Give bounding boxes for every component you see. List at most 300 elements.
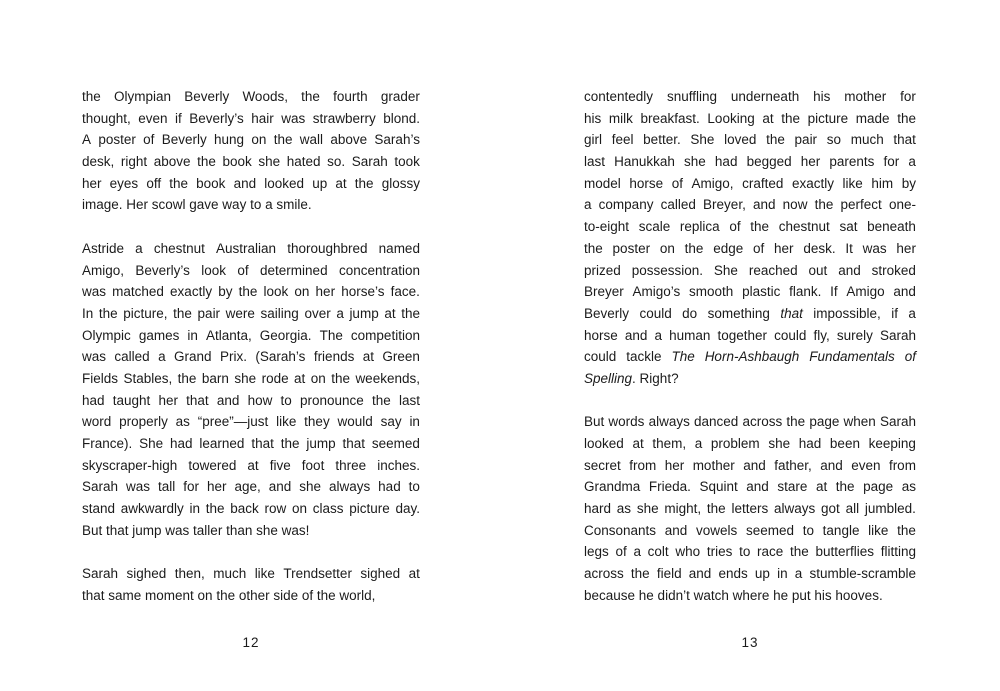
- word: model: [584, 175, 621, 191]
- text-line: [82, 585, 420, 607]
- word: if: [175, 110, 182, 126]
- word: right: [120, 154, 148, 170]
- text-line: [82, 260, 420, 282]
- word: to: [802, 522, 814, 538]
- word: his: [584, 110, 602, 126]
- word: had: [82, 392, 105, 408]
- word: Beverly: [161, 132, 207, 148]
- word: the: [897, 110, 916, 126]
- word: been: [829, 436, 860, 451]
- text-segment: image. Her scowl gave way to a smile.: [82, 197, 312, 213]
- word: she: [684, 154, 706, 170]
- word: even: [851, 457, 881, 473]
- word: horse’s: [341, 284, 385, 300]
- word: reached: [748, 262, 798, 278]
- word: Beverly’s: [135, 262, 190, 278]
- word: the: [331, 370, 350, 386]
- word: she: [258, 154, 281, 170]
- paragraph: [584, 411, 916, 606]
- text-line: [82, 368, 420, 390]
- word: scale: [638, 219, 671, 235]
- word: was: [126, 479, 151, 495]
- word: underneath: [730, 89, 800, 104]
- word: It: [845, 240, 853, 256]
- word: sighed: [360, 566, 401, 582]
- word: Beverly: [184, 89, 230, 104]
- word: snuffling: [666, 89, 717, 104]
- book-page-left-text: [82, 86, 420, 607]
- word: of: [729, 219, 741, 235]
- word: Georgia.: [259, 327, 312, 343]
- text-line: [584, 541, 916, 563]
- word: Sarah: [351, 154, 388, 170]
- word: grader: [380, 89, 420, 104]
- word: face.: [390, 284, 420, 300]
- word: by: [218, 284, 233, 300]
- paragraph: [584, 86, 916, 390]
- word: Amigo,: [82, 262, 125, 278]
- word: human: [669, 327, 711, 343]
- word: and: [893, 284, 916, 300]
- word: hair: [251, 110, 274, 126]
- word: words: [608, 414, 645, 430]
- word: at: [762, 110, 774, 126]
- text-line: [82, 303, 420, 325]
- word: would: [337, 414, 373, 430]
- text-line: [584, 585, 916, 607]
- word: thoroughbred: [287, 240, 368, 256]
- word: and: [820, 457, 843, 473]
- word: to: [739, 544, 751, 560]
- word: a: [654, 327, 663, 343]
- word: possession.: [631, 262, 703, 278]
- word: letters: [731, 501, 769, 517]
- word: hung: [214, 132, 245, 148]
- word: the: [684, 240, 704, 256]
- word: towered: [188, 457, 237, 473]
- text-line: [82, 520, 420, 542]
- word: page: [863, 479, 894, 495]
- word: exactly: [791, 175, 834, 191]
- word: age,: [234, 479, 261, 495]
- text-segment: that same moment on the other side of the world,: [82, 587, 376, 603]
- word: at: [815, 479, 828, 495]
- word: much: [213, 566, 247, 582]
- word: and: [746, 479, 769, 495]
- word: her: [664, 457, 685, 473]
- word: always: [328, 479, 371, 495]
- word: could: [774, 327, 807, 343]
- word: if: [891, 305, 898, 321]
- word: day.: [395, 501, 420, 517]
- text-line: [82, 108, 420, 130]
- word: the: [630, 566, 650, 582]
- word: to: [280, 392, 292, 408]
- word: a: [908, 154, 916, 170]
- text-line: [584, 129, 916, 151]
- word: the: [750, 219, 770, 235]
- word: Sarah: [82, 566, 119, 582]
- word: she: [768, 436, 791, 451]
- word: France).: [82, 436, 133, 451]
- word: vowels: [696, 522, 738, 538]
- word: the: [177, 370, 197, 386]
- word: them,: [652, 436, 687, 451]
- word: impossible,: [813, 305, 881, 321]
- text-line: [584, 411, 916, 433]
- word: three: [335, 457, 367, 473]
- word: feel: [611, 132, 634, 148]
- word: Olympian: [113, 89, 172, 104]
- paragraph: [82, 238, 420, 542]
- word: edge: [713, 240, 744, 256]
- word: eyes: [109, 175, 139, 191]
- word: last: [584, 154, 606, 170]
- word: and: [233, 175, 257, 191]
- word: tries: [706, 544, 733, 560]
- word: back: [230, 501, 259, 517]
- word: for: [883, 154, 900, 170]
- word: stand: [82, 501, 116, 517]
- word: the: [238, 284, 258, 300]
- word: that: [342, 436, 365, 451]
- text-line: [82, 173, 420, 195]
- word: a: [336, 305, 344, 321]
- word: on: [294, 284, 310, 300]
- word: mother: [844, 89, 887, 104]
- word: much: [850, 132, 884, 148]
- word: replica: [679, 219, 720, 235]
- word: seemed: [371, 436, 420, 451]
- word: across: [742, 414, 783, 430]
- word: the: [169, 175, 189, 191]
- text-segment: because he didn’t watch where he put his hooves.: [584, 587, 883, 603]
- word: hard: [584, 501, 612, 517]
- word: in: [777, 566, 788, 582]
- word: keeping: [868, 436, 916, 451]
- word: Amigo: [846, 284, 885, 300]
- italic-text-segment: Spelling: [584, 370, 633, 386]
- word: foot: [301, 457, 325, 473]
- word: Consonants: [584, 522, 657, 538]
- word: her: [206, 479, 227, 495]
- word: picture: [807, 110, 849, 126]
- word: now: [782, 197, 808, 213]
- word: horse: [584, 327, 618, 343]
- word: like: [842, 175, 863, 191]
- word: do: [682, 305, 698, 321]
- word: prized: [584, 262, 621, 278]
- word: like: [868, 522, 889, 538]
- word: book: [222, 154, 252, 170]
- text-line: [584, 476, 916, 498]
- word: field: [656, 566, 682, 582]
- word: Atlanta,: [205, 327, 252, 343]
- word: properly: [119, 414, 168, 430]
- word: something: [707, 305, 770, 321]
- word: skyscraper-high: [82, 457, 178, 473]
- word: problem: [710, 436, 760, 451]
- word: chestnut: [153, 240, 205, 256]
- word: like: [254, 566, 275, 582]
- word: say: [380, 414, 402, 430]
- word: The: [671, 349, 695, 365]
- word: how: [247, 392, 273, 408]
- word: Horn-Ashbaugh: [704, 349, 800, 365]
- word: of: [671, 175, 683, 191]
- word: jumbled.: [864, 501, 916, 517]
- word: the: [401, 305, 420, 321]
- word: Grandma: [584, 479, 641, 495]
- word: Breyer: [584, 284, 624, 300]
- word: were: [225, 305, 255, 321]
- word: always: [773, 501, 816, 517]
- word: Amigo’s: [632, 284, 681, 300]
- word: in: [189, 501, 201, 517]
- word: book: [196, 175, 226, 191]
- word: her: [896, 240, 916, 256]
- word: the: [205, 501, 225, 517]
- word: chestnut: [778, 219, 830, 235]
- word: poster: [98, 132, 136, 148]
- word: Woods,: [242, 89, 288, 104]
- text-line: [584, 260, 916, 282]
- word: named: [378, 240, 420, 256]
- text-line: [584, 433, 916, 455]
- text-line: [82, 455, 420, 477]
- word: Sarah: [82, 479, 119, 495]
- word: parents: [829, 154, 875, 170]
- word: Breyer,: [703, 197, 746, 213]
- text-line: [82, 476, 420, 498]
- word: word: [82, 414, 112, 430]
- word: that: [893, 132, 916, 148]
- word: from: [629, 457, 657, 473]
- word: that: [251, 436, 274, 451]
- word: seemed: [745, 522, 794, 538]
- word: blond.: [383, 110, 420, 126]
- word: at: [408, 566, 420, 582]
- word: the: [197, 154, 216, 170]
- word: jump: [306, 436, 336, 451]
- word: up: [754, 566, 770, 582]
- word: her: [774, 240, 794, 256]
- word: off: [146, 175, 162, 191]
- word: colt: [647, 544, 669, 560]
- word: awkwardly: [120, 501, 184, 517]
- word: stare: [777, 479, 808, 495]
- word: weekends,: [355, 370, 420, 386]
- word: his: [813, 89, 831, 104]
- word: danced: [694, 414, 739, 430]
- word: across: [584, 566, 624, 582]
- text-line: [82, 563, 420, 585]
- word: ends: [718, 566, 748, 582]
- word: The: [319, 327, 343, 343]
- word: Sarah’s: [374, 132, 420, 148]
- word: for: [183, 479, 199, 495]
- word: Squint: [699, 479, 738, 495]
- word: legs: [584, 544, 609, 560]
- word: competition: [350, 327, 420, 343]
- word: the: [706, 501, 726, 517]
- word: and: [216, 392, 240, 408]
- word: better.: [643, 132, 681, 148]
- word: of: [237, 262, 249, 278]
- word: a: [694, 436, 703, 451]
- word: of: [615, 544, 627, 560]
- text-line: [584, 563, 916, 585]
- word: and: [268, 479, 292, 495]
- word: the: [354, 175, 374, 191]
- word: glossy: [381, 175, 420, 191]
- word: a: [135, 240, 143, 256]
- word: for: [900, 89, 916, 104]
- word: thought,: [82, 110, 131, 126]
- word: matched: [112, 284, 164, 300]
- text-line: [584, 325, 916, 347]
- text-line: [82, 86, 420, 108]
- word: Olympic: [82, 327, 131, 343]
- word: of: [753, 240, 765, 256]
- word: like: [276, 414, 297, 430]
- word: mother: [692, 457, 735, 473]
- word: the: [372, 392, 391, 408]
- paragraph: [82, 563, 420, 606]
- word: Prix.: [219, 349, 247, 365]
- word: Frieda.: [648, 479, 691, 495]
- text-line: [82, 151, 420, 173]
- word: rode: [261, 370, 289, 386]
- word: surely: [836, 327, 873, 343]
- text-line: [584, 86, 916, 108]
- word: they: [304, 414, 330, 430]
- word: together: [717, 327, 768, 343]
- word: She: [713, 262, 738, 278]
- word: the: [98, 305, 118, 321]
- word: was: [281, 110, 306, 126]
- word: exactly: [170, 284, 213, 300]
- word: Hanukkah: [614, 154, 675, 170]
- word: and: [838, 262, 861, 278]
- word: jump: [349, 305, 379, 321]
- word: looked: [584, 436, 624, 451]
- word: and: [743, 457, 766, 473]
- word: sat: [839, 219, 858, 235]
- word: the: [897, 522, 916, 538]
- text-line: [82, 498, 420, 520]
- word: at: [632, 436, 644, 451]
- word: that: [186, 392, 209, 408]
- word: girl: [584, 132, 603, 148]
- word: Sarah: [879, 327, 916, 343]
- word: determined: [260, 262, 328, 278]
- word: at: [247, 457, 259, 473]
- word: In: [82, 305, 94, 321]
- word: tall: [157, 479, 176, 495]
- word: got: [821, 501, 840, 517]
- word: pair: [794, 132, 818, 148]
- word: milk: [608, 110, 633, 126]
- word: picture: [349, 501, 390, 517]
- word: desk,: [82, 154, 115, 170]
- word: was: [82, 349, 107, 365]
- word: butterflies: [815, 544, 875, 560]
- word: stumble-scramble: [809, 566, 916, 582]
- word: she: [234, 370, 257, 386]
- word: pronounce: [300, 392, 364, 408]
- word: had: [714, 154, 738, 170]
- text-line: [82, 129, 420, 151]
- word: even: [138, 110, 168, 126]
- word: of: [904, 349, 916, 365]
- word: one-: [888, 197, 916, 213]
- word: the: [82, 89, 101, 104]
- word: was: [82, 284, 107, 300]
- word: flank.: [789, 284, 822, 300]
- word: picture,: [123, 305, 168, 321]
- word: page: [809, 414, 840, 430]
- word: company: [598, 197, 654, 213]
- word: smooth: [689, 284, 734, 300]
- word: She: [690, 132, 715, 148]
- word: wall: [299, 132, 324, 148]
- word: had: [378, 479, 401, 495]
- word: a: [908, 305, 916, 321]
- word: to-eight: [584, 219, 630, 235]
- word: looked: [264, 175, 305, 191]
- word: Amigo,: [691, 175, 734, 191]
- word: A: [82, 132, 92, 148]
- word: Astride: [82, 240, 125, 256]
- text-line: [82, 281, 420, 303]
- word: above: [153, 154, 191, 170]
- word: She: [139, 436, 164, 451]
- word: could: [639, 305, 672, 321]
- text-line: [584, 173, 916, 195]
- word: took: [394, 154, 420, 170]
- word: look: [263, 284, 289, 300]
- text-line: [584, 108, 916, 130]
- word: Grand: [174, 349, 212, 365]
- word: called: [114, 349, 150, 365]
- word: the: [173, 305, 192, 321]
- word: was: [862, 240, 887, 256]
- word: inches.: [377, 457, 420, 473]
- word: sighed: [126, 566, 167, 582]
- word: on: [251, 132, 267, 148]
- word: tangle: [822, 522, 860, 538]
- word: the: [786, 414, 806, 430]
- word: out: [808, 262, 828, 278]
- word: the: [781, 110, 801, 126]
- word: Australian: [216, 240, 277, 256]
- book-page-right-text: [584, 86, 916, 607]
- word: and: [688, 566, 712, 582]
- word: a: [584, 197, 592, 213]
- word: she: [636, 501, 659, 517]
- word: race: [757, 544, 784, 560]
- word: the: [273, 132, 293, 148]
- word: to: [408, 479, 420, 495]
- word: and: [752, 197, 776, 213]
- word: the: [301, 89, 320, 104]
- word: desk.: [803, 240, 836, 256]
- text-line: [584, 498, 916, 520]
- word: tackle: [626, 349, 662, 365]
- word: begged: [746, 154, 792, 170]
- page-number-right: 13: [741, 635, 759, 650]
